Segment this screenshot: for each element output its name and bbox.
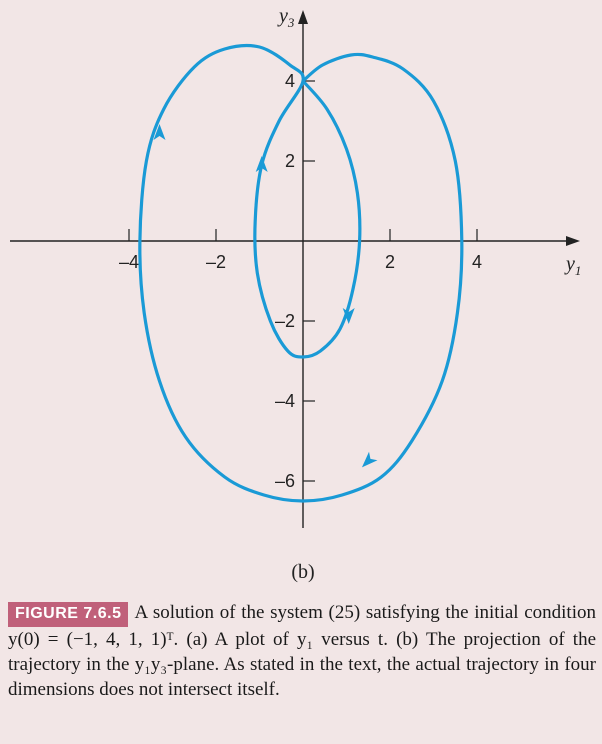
ticks — [119, 71, 482, 491]
y-tick-label: –6 — [274, 471, 295, 491]
axes — [10, 10, 580, 528]
y-tick-label: 4 — [284, 71, 295, 91]
y-tick-label: 2 — [284, 151, 295, 171]
y-tick-label: –2 — [274, 311, 295, 331]
y-tick-label: –4 — [274, 391, 295, 411]
direction-arrow — [358, 452, 378, 472]
x-axis-label: $y_1$ — [566, 253, 582, 278]
x-axis-arrowhead — [566, 236, 580, 246]
figure-caption — [8, 600, 596, 702]
x-tick-label: –2 — [205, 252, 227, 272]
x-tick-label: 2 — [384, 252, 396, 272]
x-tick-label: –4 — [118, 252, 140, 272]
direction-arrows — [154, 124, 378, 472]
trajectory-curve — [140, 46, 462, 501]
x-tick-label: 4 — [471, 252, 483, 272]
y-axis-label: $y_3$ — [279, 5, 295, 30]
y-axis-arrowhead — [298, 10, 308, 24]
panel-label: (b) — [291, 561, 315, 583]
figure-number-badge: FIGURE 7.6.5 — [8, 602, 128, 627]
caption-text: A solution of the system (25) satisfying the initial condition y(0) = (−1, 4, 1, 1)ᵀ. (a) A plot of y₁ versus t. (b) The projection of the trajectory in the y₁y₃-plane. As stated in the text, the actual trajectory in four dimensions does not intersect itself. — [8, 602, 596, 700]
